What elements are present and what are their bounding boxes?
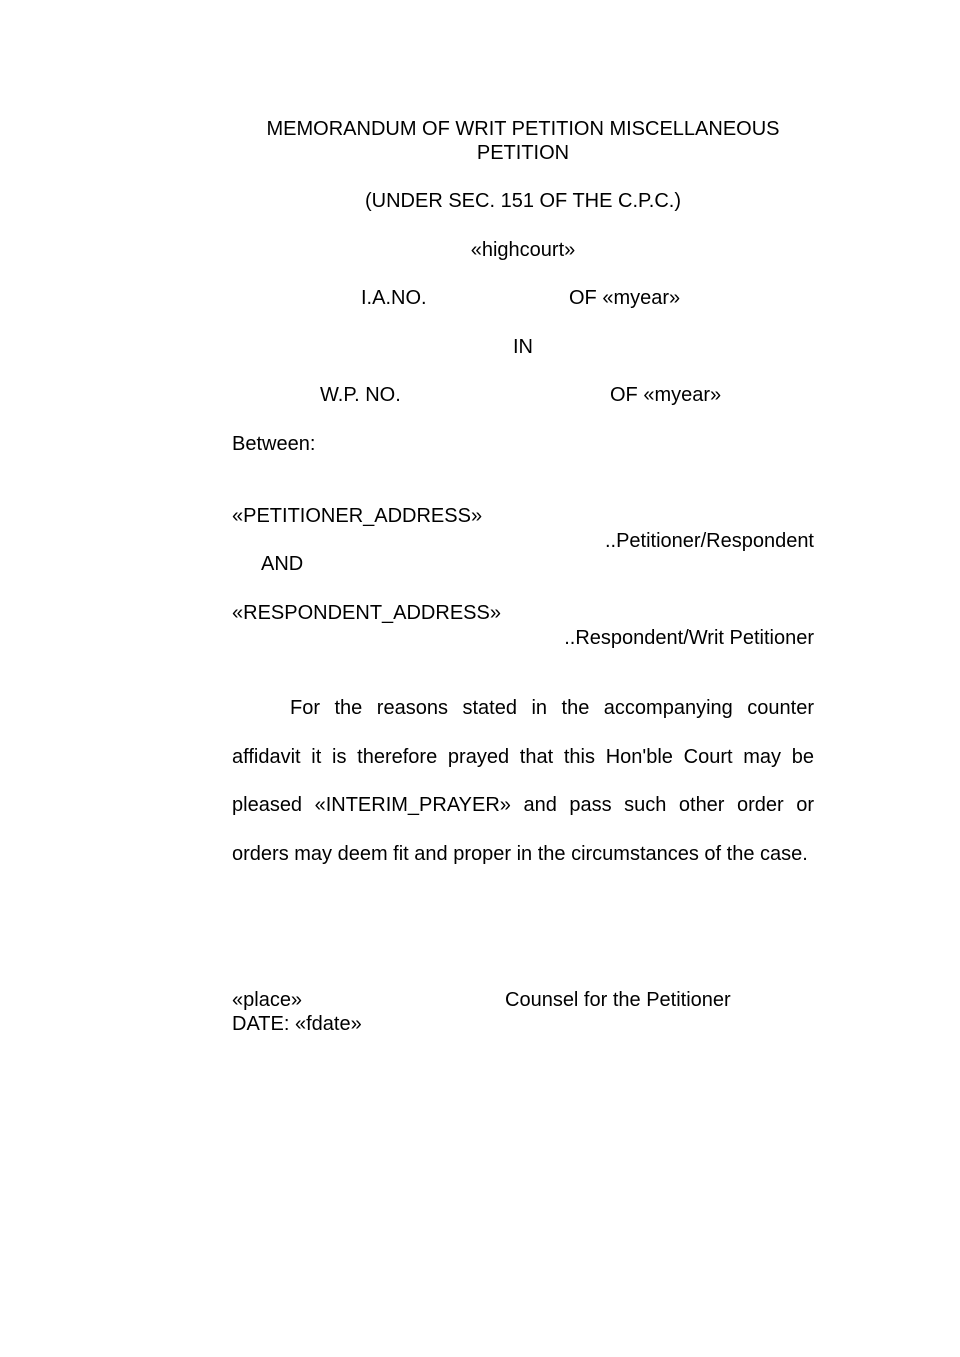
title-line-2: PETITION [476, 142, 570, 164]
ia-number-label: I.A.NO. [361, 287, 427, 309]
place: «place» [232, 989, 303, 1011]
petitioner-role: ..Petitioner/Respondent [604, 530, 814, 552]
title-line-1: MEMORANDUM OF WRIT PETITION MISCELLANEOUS [266, 118, 780, 140]
prayer-paragraph: For the reasons stated in the accompanying counter affidavit it is therefore prayed that this Hon'ble Court may be pleased «INTERIM_PRAYER» and pass such other order or orders may deem fit and proper in the circumstances of the case. [232, 697, 814, 865]
respondent-address: «RESPONDENT_ADDRESS» [232, 602, 501, 624]
wp-number-label: W.P. NO. [320, 384, 401, 406]
wp-year: OF «myear» [610, 384, 722, 406]
petitioner-address: «PETITIONER_ADDRESS» [232, 505, 483, 527]
court-name: «highcourt» [470, 239, 576, 261]
counsel-signature: Counsel for the Petitioner [505, 989, 731, 1011]
date: DATE: «fdate» [232, 1013, 362, 1035]
in-label: IN [513, 336, 533, 358]
document-title [232, 117, 814, 165]
section-reference: (UNDER SEC. 151 OF THE C.P.C.) [365, 190, 681, 212]
between-label: Between: [232, 433, 316, 455]
ia-year: OF «myear» [569, 287, 681, 309]
respondent-role: ..Respondent/Writ Petitioner [564, 627, 814, 649]
and-label: AND [261, 553, 304, 575]
